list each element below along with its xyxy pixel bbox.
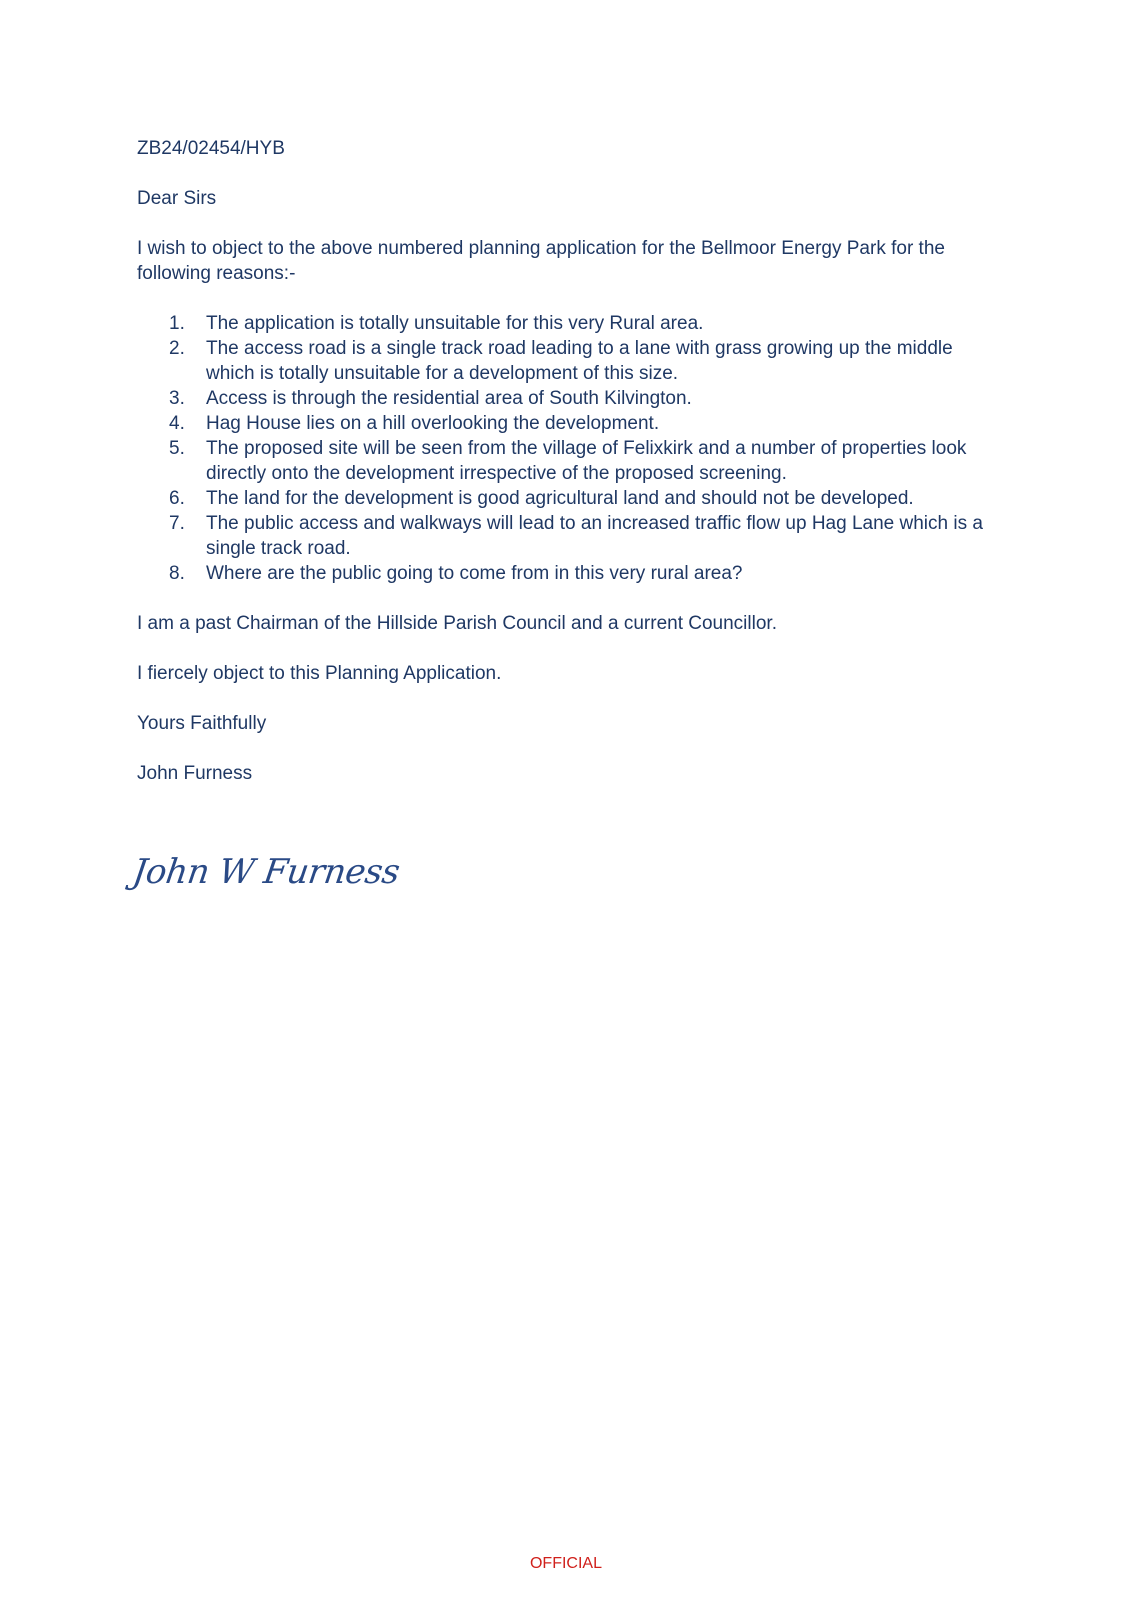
list-item-number: 6. [169, 488, 185, 509]
list-item [137, 386, 997, 411]
closing: Yours Faithfully [137, 713, 267, 734]
credentials-paragraph: I am a past Chairman of the Hillside Parish Council and a current Councillor. [137, 613, 777, 634]
classification-label: OFFICIAL [529, 1555, 602, 1572]
list-item-text: Where are the public going to come from in this very rural area? [206, 563, 743, 584]
list-item-text: The application is totally unsuitable for this very Rural area. [206, 313, 704, 334]
list-item-text: The proposed site will be seen from the village of Felixkirk and a number of properties look directly onto the development irrespective of the proposed screening. [206, 438, 967, 484]
list-item [137, 311, 997, 336]
salutation: Dear Sirs [137, 188, 217, 209]
list-item-text: Access is through the residential area of South Kilvington. [206, 388, 692, 409]
list-item [137, 336, 997, 386]
objection-statement: I fiercely object to this Planning Application. [137, 663, 502, 684]
list-item-number: 3. [169, 388, 185, 409]
list-item-number: 4. [169, 413, 185, 434]
list-item-number: 1. [169, 313, 185, 334]
list-item-text: The access road is a single track road leading to a lane with grass growing up the middle which is totally unsuitable for a development of this size. [206, 338, 953, 384]
list-item [137, 561, 997, 586]
list-item-number: 8. [169, 563, 185, 584]
handwritten-signature: John W Furness [130, 852, 402, 892]
list-item-number: 2. [169, 338, 185, 359]
list-item [137, 411, 997, 436]
sender-name: John Furness [137, 763, 253, 784]
list-item-number: 7. [169, 513, 185, 534]
list-item-text: Hag House lies on a hill overlooking the development. [206, 413, 660, 434]
list-item [137, 486, 997, 511]
list-item-number: 5. [169, 438, 185, 459]
reference-number: ZB24/02454/HYB [137, 138, 285, 159]
list-item-text: The public access and walkways will lead to an increased traffic flow up Hag Lane which is a single track road. [206, 513, 983, 559]
list-item [137, 511, 997, 561]
intro-paragraph: I wish to object to the above numbered planning application for the Bellmoor Energy Park for the following reasons:- [137, 238, 945, 284]
list-item-text: The land for the development is good agricultural land and should not be developed. [206, 488, 914, 509]
reasons-list [137, 311, 997, 586]
letter-body [137, 136, 997, 811]
list-item [137, 436, 997, 486]
